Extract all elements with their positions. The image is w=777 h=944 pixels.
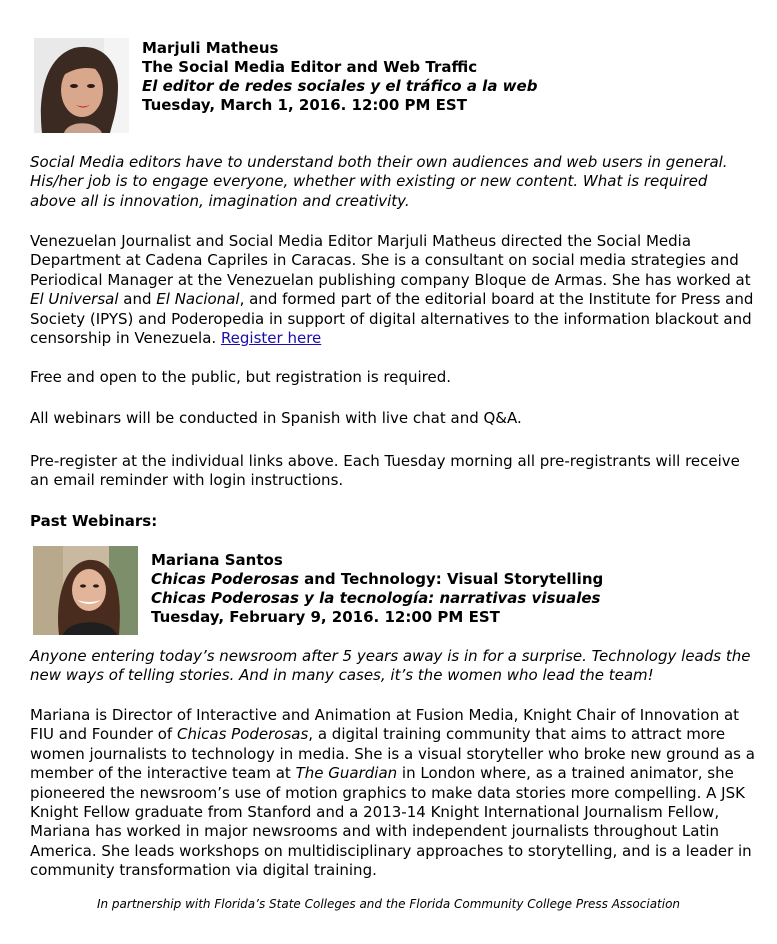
past-title-es: Chicas Poderosas y la tecnología: narrativas visuales: [151, 589, 601, 607]
note-preregister: Pre-register at the individual links above. Each Tuesday morning all pre-registrants will receive an email reminder with login instructions.: [30, 452, 740, 490]
register-link[interactable]: Register here: [220, 329, 322, 348]
speaker-photo-marjuli: [34, 38, 129, 133]
bio-and: and: [118, 290, 157, 309]
speaker-photo-mariana: [33, 546, 138, 635]
bio-text-2: , and formed part of the editorial board at the Institute for Press and Society (IPYS) and Poderopedia in support of digital alternatives to the information blackout and censorship in Venezuela.: [30, 290, 754, 348]
current-bio: [30, 232, 755, 348]
past-title-en-italic: Chicas Poderosas: [151, 570, 299, 588]
past-webinar-heading: [151, 551, 603, 627]
past-datetime: Tuesday, February 9, 2016. 12:00 PM EST: [151, 608, 500, 626]
note-free: Free and open to the public, but registration is required.: [30, 368, 452, 386]
portrait-mariana-icon: [33, 546, 138, 635]
past-speaker-name: Mariana Santos: [151, 551, 283, 569]
past-bio-outlet: The Guardian: [295, 764, 398, 783]
past-bio-org: Chicas Poderosas: [176, 725, 309, 744]
current-intro-quote: Social Media editors have to understand both their own audiences and web users in general. His/her job is to engage everyone, whether with existing or new content. What is required above all is innovation, imagination and creativity.: [30, 153, 728, 210]
speaker-name: Marjuli Matheus: [142, 39, 279, 57]
webinar-datetime: Tuesday, March 1, 2016. 12:00 PM EST: [142, 96, 467, 114]
past-bio-text-1: Mariana is Director of Interactive and Animation at Fusion Media, Knight Chair of Innovation at FIU and Founder of: [30, 706, 740, 744]
past-title-en-rest: and Technology: Visual Storytelling: [298, 570, 604, 588]
past-bio: [30, 706, 755, 881]
past-intro-quote: Anyone entering today’s newsroom after 5 years away is in for a surprise. Technology leads the new ways of telling stories. And in many cases, it’s the women who lead the team!: [30, 647, 751, 685]
webinar-title-es: El editor de redes sociales y el tráfico a la web: [142, 77, 538, 95]
past-bio-text-2: , a digital training community that aims to attract more women journalists to technology in media. She is a visual storyteller who broke new ground as a member of the interactive team at: [30, 725, 755, 783]
webinar-title-en: The Social Media Editor and Web Traffic: [142, 58, 478, 76]
past-webinars-label: Past Webinars:: [30, 512, 158, 530]
current-webinar-heading: [142, 39, 537, 115]
bio-outlet-1: El Universal: [30, 290, 119, 309]
portrait-marjuli-icon: [34, 38, 129, 133]
partnership-footer: In partnership with Florida’s State Colleges and the Florida Community College Press Association: [96, 897, 681, 911]
note-spanish: All webinars will be conducted in Spanish with live chat and Q&A.: [30, 409, 522, 427]
past-bio-text-3: in London where, as a trained animator, she pioneered the newsroom’s use of motion graphics to make data stories more compelling. A JSK Knight Fellow graduate from Stanford and a 2013-14 Knight International Journalism Fellow, Mariana has worked in major newsrooms and with independent journalists throughout Latin America. She leads workshops on multidisciplinary approaches to storytelling, and is a leader in community transformation via digital training.: [30, 764, 752, 880]
bio-text-1: Venezuelan Journalist and Social Media Editor Marjuli Matheus directed the Social Media Department at Cadena Capriles in Caracas. She is a consultant on social media strategies and Periodical Manager at the Venezuelan publishing company Bloque de Armas. She has worked at: [30, 232, 751, 289]
bio-outlet-2: El Nacional: [156, 290, 240, 309]
